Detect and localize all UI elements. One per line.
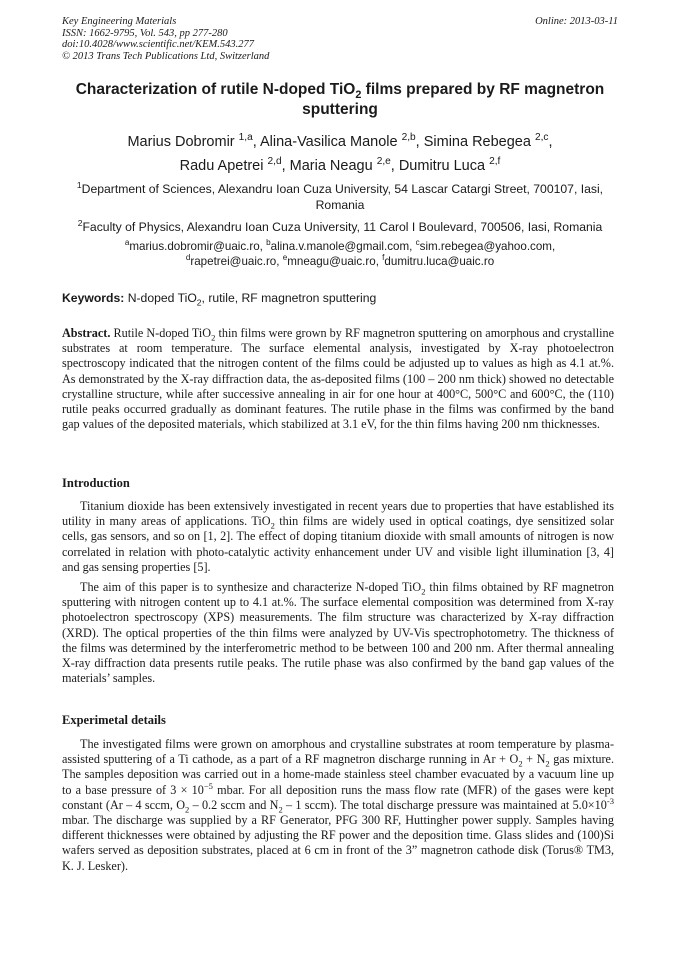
- online-date: Online: 2013-03-11: [535, 16, 618, 27]
- email: $^b$alina.v.manole@gmail.com,: [266, 238, 416, 253]
- email: $^d$rapetrei@uaic.ro,: [185, 253, 283, 268]
- author: Alina-Vasilica Manole $^{2,b}$,: [260, 132, 424, 150]
- abstract: Abstract. Rutile N-doped TiO$_2$ thin films were grown by RF magnetron sputtering on amorphous and crystalline substrates at room temperature. The surface elemental analysis, investigated by X-ray photoelectron spectroscopy indicated that the nitrogen content of the films could be adjusted up to values as high as 4.1 at.%. As demonstrated by the X-ray diffraction data, the as-deposited films (100 – 200 nm thick) showed no detectable crystalline structure, while after successive annealing in air for one hour at 400°C, 500°C and 600°C, the (110) rutile peaks occurred gradually as dominant features. The rutile phase in the films was confirmed by the band gap values of the deposited materials, which stabilized at 3.1 eV, for the thin films having 200 nm thicknesses.: [62, 326, 614, 432]
- section-heading-experimental: Experimetal details: [62, 713, 166, 727]
- author-emails: [62, 239, 618, 269]
- author-list: [62, 130, 618, 178]
- introduction-paragraph-2: The aim of this paper is to synthesize and characterize N-doped TiO$_2$ thin films obtained by RF magnetron sputtering with nitrogen content up to 4.1 at.%. The surface elemental composition was determined from X-ray photoelectron spectroscopy (XPS) measurements. The film structure was characterized by X-ray diffraction (XRD). The optical properties of the thin films were analyzed by UV-Vis spectrophotometry. The thickness of the films was determined by the interferometric method to be between 100 and 200 nm. After thermal annealing X-ray diffraction data presents rutile peaks. The rutile phase was also confirmed by the band gap values of the materials’ samples.: [62, 580, 614, 686]
- author: Marius Dobromir $^{1,a}$,: [127, 132, 260, 150]
- paper-title: Characterization of rutile N-doped TiO$_2$ films prepared by RF magnetron sputtering: [75, 81, 605, 118]
- abstract-label: Abstract.: [62, 326, 111, 340]
- experimental-paragraph-1: The investigated films were grown on amorphous and crystalline substrates at room temperature by plasma-assisted sputtering of a Ti cathode, as a part of a RF magnetron discharge running in $Ar + O_2 + N_2$ gas mixture. The samples deposition was carried out in a home-made stainless steel chamber evacuated by a vacuum line up to a base pressure of $3 \times 10^{-5}$ mbar. For all deposition runs the mass flow rate (MFR) of the gases were kept constant (Ar – 4 sccm, $O_2 - 0.2$ sccm and $N_2 - 1$ sccm). The total discharge pressure was maintained at $5.0\times 10^{-3}$ mbar. The discharge was supplied by a RF Generator, PFG 300 RF, Huttingher power supply. Samples having different thicknesses were obtained by adjusting the RF power and the deposition time. Glass slides and (100)Si wafers served as deposition substrates, placed at 6 cm in front of the 3” magnetron cathode disk (Torus® TM3, K. J. Lesker).: [62, 737, 615, 873]
- journal-doi: doi:10.4028/www.scientific.net/KEM.543.277: [62, 39, 254, 51]
- journal-copyright: © 2013 Trans Tech Publications Ltd, Switzerland: [62, 50, 270, 62]
- journal-issn: ISSN: 1662-9795, Vol. 543, pp 277-280: [62, 27, 228, 39]
- author: Maria Neagu $^{2,e}$,: [289, 156, 399, 174]
- journal-name: Key Engineering Materials: [62, 16, 177, 27]
- email: $^e$mneagu@uaic.ro,: [282, 253, 383, 268]
- author: Dumitru Luca $^{2,f}$: [398, 156, 501, 174]
- introduction-paragraph-1: Titanium dioxide has been extensively investigated in recent years due to properties that have established its utility in many areas of applications. TiO$_2$ thin films are widely used in optical coatings, dye sensitized solar cells, gas sensors, and so on [1, 2]. The effect of doping titanium dioxide with small amounts of nitrogen is now correlated in relation with photo-catalytic activity enhancement under UV and visible light illumination [3, 4] and gas sensing properties [5].: [62, 499, 614, 574]
- email: $^f$dumitru.luca@uaic.ro: [382, 253, 495, 268]
- author: Simina Rebegea $^{2,c}$,: [423, 132, 553, 150]
- journal-header: [62, 16, 618, 62]
- section-heading-introduction: Introduction: [62, 476, 130, 490]
- email: $^c$sim.rebegea@yahoo.com,: [415, 238, 556, 253]
- email: $^a$marius.dobromir@uaic.ro,: [124, 238, 267, 253]
- author: Radu Apetrei $^{2,d}$,: [179, 156, 290, 174]
- keywords-label: Keywords:: [62, 291, 125, 305]
- keywords: Keywords: N-doped TiO$_2$, rutile, RF magnetron sputtering: [62, 291, 377, 308]
- affiliation-1: $^1$Department of Sciences, Alexandru Ioan Cuza University, 54 Lascar Catargi Street, 700107, Iasi, Romania: [76, 179, 604, 212]
- affiliation-2: $^2$Faculty of Physics, Alexandru Ioan Cuza University, 11 Carol I Boulevard, 700506, Iasi, Romania: [77, 217, 603, 234]
